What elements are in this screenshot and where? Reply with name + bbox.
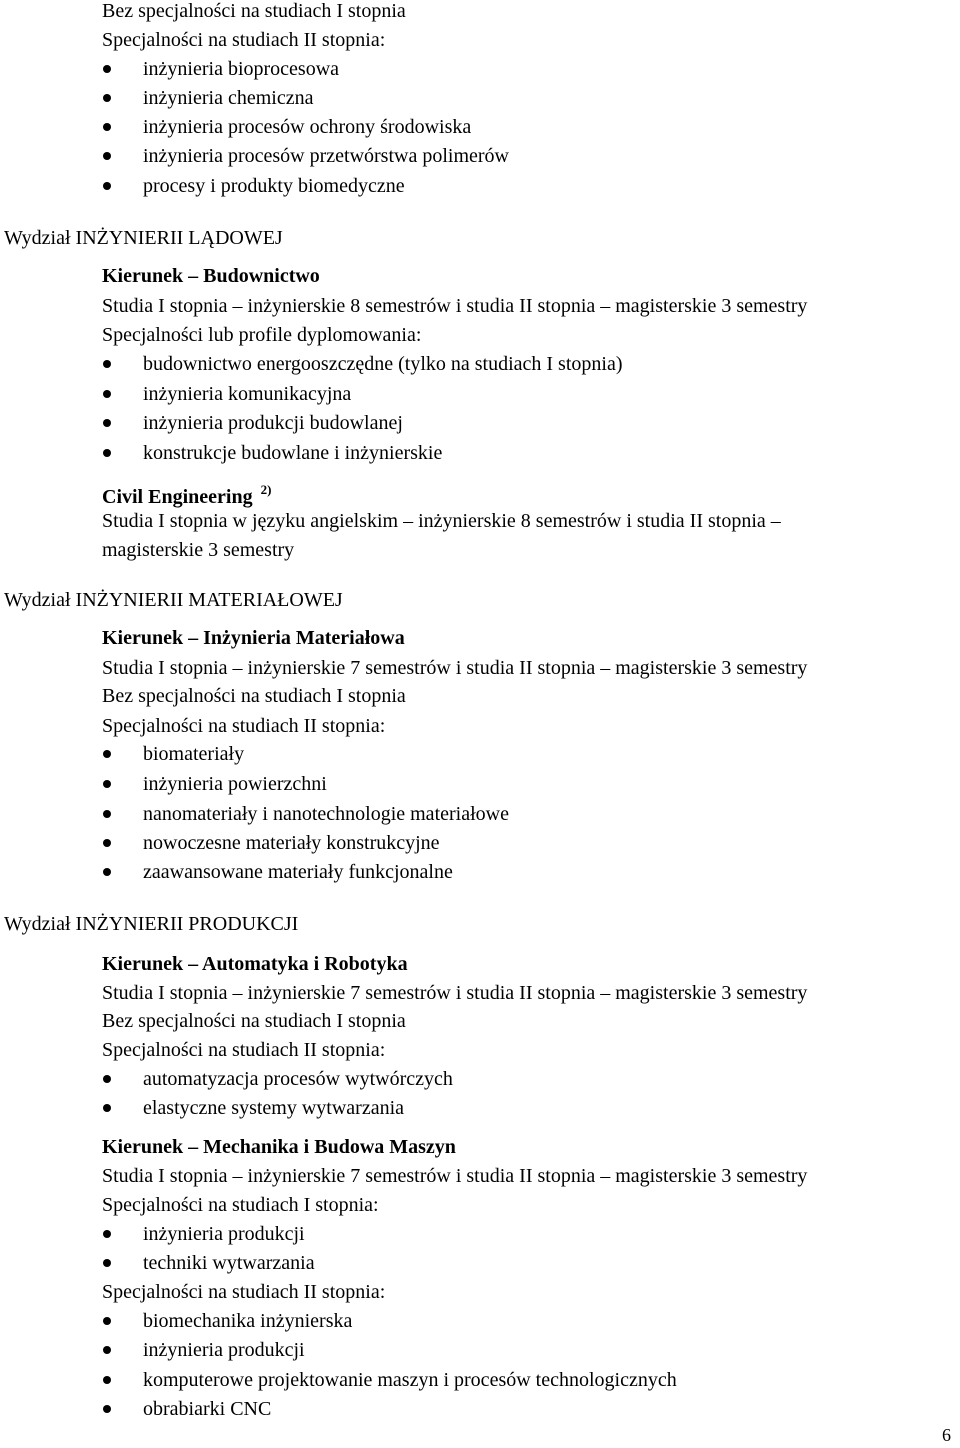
bullet-icon <box>103 360 111 368</box>
no-specialization-line: Bez specjalności na studiach I stopnia <box>102 685 406 707</box>
civil-engineering-heading <box>102 483 271 507</box>
bullet-icon <box>103 1104 111 1112</box>
no-specialization-line: Bez specjalności na studiach I stopnia <box>102 1010 406 1032</box>
bullet-icon <box>103 390 111 398</box>
bullet-icon <box>103 419 111 427</box>
specializations-label: Specjalności lub profile dyplomowania: <box>102 324 422 346</box>
bullet-icon <box>103 810 111 818</box>
faculty-heading: Wydział INŻYNIERII LĄDOWEJ <box>4 227 283 249</box>
list-item: inżynieria powierzchni <box>143 773 327 795</box>
specializations-label: Specjalności na studiach I stopnia: <box>102 1194 379 1216</box>
bullet-icon <box>103 1405 111 1413</box>
list-item: procesy i produkty biomedyczne <box>143 175 405 197</box>
bullet-icon <box>103 868 111 876</box>
specializations-label: Specjalności na studiach II stopnia: <box>102 1281 386 1303</box>
bullet-icon <box>103 65 111 73</box>
list-item: inżynieria produkcji <box>143 1223 305 1245</box>
bullet-icon <box>103 1376 111 1384</box>
bullet-icon <box>103 750 111 758</box>
list-item: inżynieria produkcji budowlanej <box>143 412 403 434</box>
list-item: automatyzacja procesów wytwórczych <box>143 1068 453 1090</box>
bullet-icon <box>103 152 111 160</box>
kierunek-heading: Kierunek – Budownictwo <box>102 265 320 287</box>
list-item: komputerowe projektowanie maszyn i procesów technologicznych <box>143 1369 677 1391</box>
specializations-label: Specjalności na studiach II stopnia: <box>102 1039 386 1061</box>
page-number: 6 <box>942 1425 951 1445</box>
studia-line: Studia I stopnia – inżynierskie 7 semestrów i studia II stopnia – magisterskie 3 semestry <box>102 657 808 679</box>
bullet-icon <box>103 1075 111 1083</box>
bullet-icon <box>103 94 111 102</box>
list-item: elastyczne systemy wytwarzania <box>143 1097 405 1119</box>
list-item: nowoczesne materiały konstrukcyjne <box>143 832 440 854</box>
list-item: inżynieria chemiczna <box>143 87 314 109</box>
civil-studia-line-cont: magisterskie 3 semestry <box>102 539 295 561</box>
list-item: budownictwo energooszczędne (tylko na studiach I stopnia) <box>143 353 623 375</box>
list-item: konstrukcje budowlane i inżynierskie <box>143 442 443 464</box>
list-item: inżynieria procesów ochrony środowiska <box>143 116 472 138</box>
bullet-icon <box>103 1259 111 1267</box>
bullet-icon <box>103 123 111 131</box>
list-item: techniki wytwarzania <box>143 1252 315 1274</box>
bullet-icon <box>103 780 111 788</box>
bullet-icon <box>103 839 111 847</box>
bullet-icon <box>103 1346 111 1354</box>
list-item: inżynieria procesów przetwórstwa polimerów <box>143 145 509 167</box>
civil-studia-line: Studia I stopnia w języku angielskim – inżynierskie 8 semestrów i studia II stopnia – <box>102 510 781 532</box>
kierunek-heading: Kierunek – Automatyka i Robotyka <box>102 953 408 975</box>
specializations-label: Specjalności na studiach II stopnia: <box>102 29 386 51</box>
list-item: nanomateriały i nanotechnologie materiałowe <box>143 803 509 825</box>
kierunek-heading: Kierunek – Inżynieria Materiałowa <box>102 627 405 649</box>
specializations-label: Specjalności na studiach II stopnia: <box>102 715 386 737</box>
studia-line: Studia I stopnia – inżynierskie 8 semestrów i studia II stopnia – magisterskie 3 semestry <box>102 295 808 317</box>
list-item: inżynieria produkcji <box>143 1339 305 1361</box>
civil-engineering-title: Civil Engineering <box>102 486 253 508</box>
bullet-icon <box>103 449 111 457</box>
bullet-icon <box>103 1317 111 1325</box>
no-specialization-line: Bez specjalności na studiach I stopnia <box>102 0 406 22</box>
list-item: zaawansowane materiały funkcjonalne <box>143 861 453 883</box>
list-item: biomateriały <box>143 743 245 765</box>
faculty-heading: Wydział INŻYNIERII MATERIAŁOWEJ <box>4 589 343 611</box>
kierunek-heading: Kierunek – Mechanika i Budowa Maszyn <box>102 1136 456 1158</box>
studia-line: Studia I stopnia – inżynierskie 7 semestrów i studia II stopnia – magisterskie 3 semestry <box>102 1165 808 1187</box>
footnote-mark: 2) <box>260 482 272 497</box>
studia-line: Studia I stopnia – inżynierskie 7 semestrów i studia II stopnia – magisterskie 3 semestry <box>102 982 808 1004</box>
list-item: obrabiarki CNC <box>143 1398 272 1420</box>
faculty-heading: Wydział INŻYNIERII PRODUKCJI <box>4 913 299 935</box>
list-item: biomechanika inżynierska <box>143 1310 353 1332</box>
bullet-icon <box>103 182 111 190</box>
list-item: inżynieria bioprocesowa <box>143 58 340 80</box>
list-item: inżynieria komunikacyjna <box>143 383 352 405</box>
bullet-icon <box>103 1230 111 1238</box>
